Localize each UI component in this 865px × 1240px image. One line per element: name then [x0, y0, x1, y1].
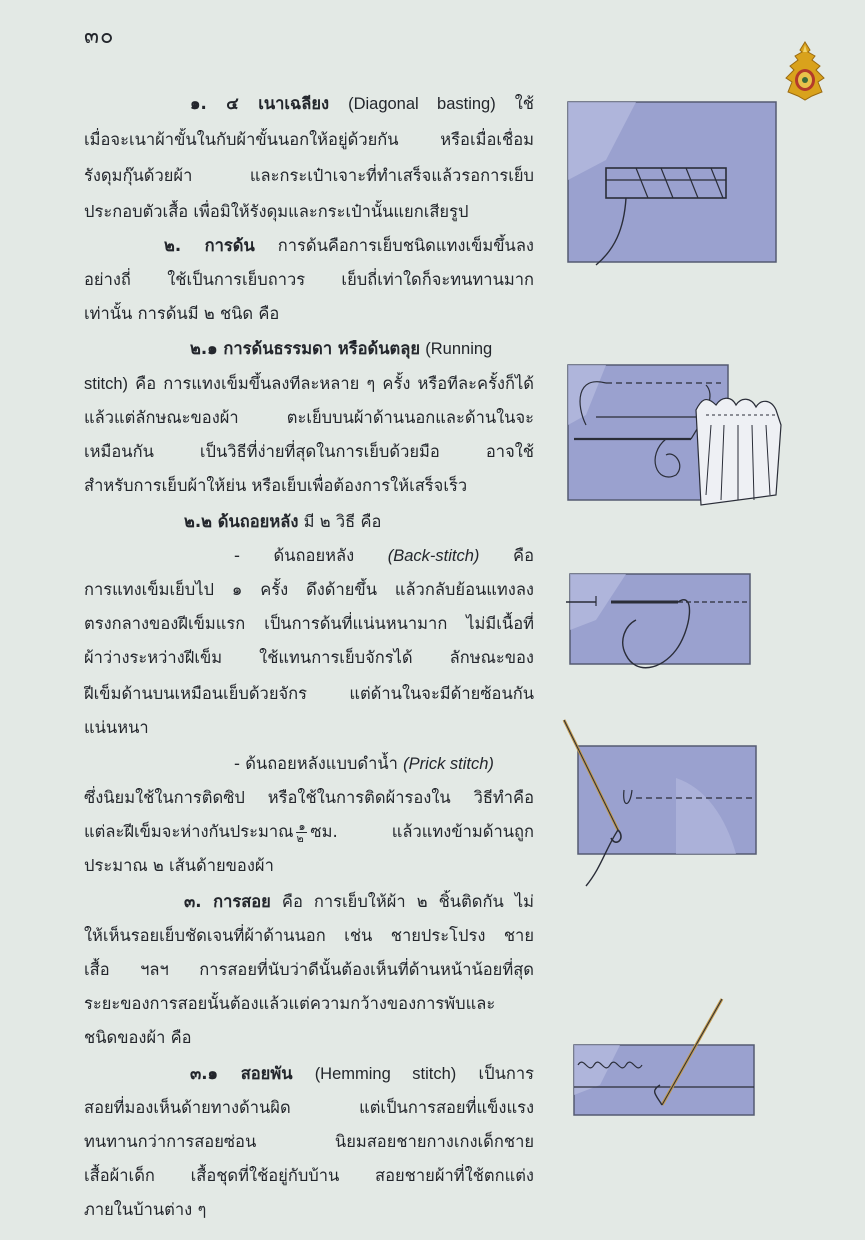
text-fragment: ผ้าว่างระหว่างฝีเข็ม ใช้แทนการเย็บจักรได้ ลักษณะของ: [84, 648, 534, 667]
text-line: [84, 854, 534, 882]
text-fragment: อย่างถี่ ใช้เป็นการเย็บถาวร เย็บถี่เท่าใดก็จะทนทานมาก: [84, 270, 534, 289]
text-line: [84, 646, 534, 674]
text-fragment: ซม. แล้วแทงข้ามด้านถูก: [310, 822, 534, 841]
text-line: [84, 578, 534, 606]
english-term: (Diagonal basting): [348, 95, 496, 113]
text-fragment: สำหรับการเย็บผ้าให้ย่น หรือเย็บเพื่อต้องการให้เสร็จเร็ว: [84, 476, 468, 495]
text-fragment: คือ การแทงเข็มขึ้นลงทีละหลาย ๆ ครั้ง หรือทีละครั้งก็ได้: [128, 374, 534, 393]
text-line: [84, 128, 534, 156]
text-line: [84, 820, 534, 848]
text-line: [84, 302, 534, 330]
text-fragment: เป็นการ: [456, 1064, 534, 1083]
text-fragment: มี ๒ วิธี คือ: [303, 512, 382, 531]
section-heading: ๓.๑ สอยพัน: [190, 1064, 293, 1083]
text-fragment: ให้เห็นรอยเย็บชัดเจนที่ผ้าด้านนอก เช่น ชายประโปรง ชาย: [84, 926, 534, 945]
text-fragment: ซึ่งนิยมใช้ในการติดซิป หรือใช้ในการติดผ้ารองใน วิธีทำคือ: [84, 788, 534, 807]
text-fragment: คือ การเย็บให้ผ้า ๒ ชิ้นติดกัน ไม่: [281, 892, 534, 911]
text-fragment: แต่ละฝีเข็มจะห่างกันประมาณ: [84, 822, 294, 841]
text-line: [190, 92, 534, 120]
text-line: [84, 474, 534, 502]
text-line: [164, 234, 534, 262]
text-fragment: การด้นคือการเย็บชนิดแทงเข็มขึ้นลง: [277, 236, 534, 255]
text-fragment: - ด้นถอยหลังแบบดำน้ำ: [234, 754, 404, 773]
section-heading: ๒.๑ การด้นธรรมดา หรือด้นตลุย: [190, 339, 421, 358]
text-fragment: การแทงเข็มเย็บไป ๑ ครั้ง ดึงด้ายขึ้น แล้วกลับย้อนแทงลง: [84, 580, 534, 599]
text-line: [84, 924, 534, 952]
text-fragment: ทนทานกว่าการสอยซ่อน นิยมสอยชายกางเกงเด็กชาย: [84, 1132, 534, 1151]
text-fragment: เท่านั้น การด้นมี ๒ ชนิด คือ: [84, 304, 280, 323]
text-fragment: ประมาณ ๒ เส้นด้ายของผ้า: [84, 856, 274, 875]
english-term: (Hemming stitch): [314, 1065, 457, 1083]
royal-seal-emblem-icon: [782, 40, 828, 102]
text-line: [84, 682, 534, 710]
text-line: [190, 1062, 534, 1090]
text-fragment: - ด้นถอยหลัง: [234, 546, 388, 565]
section-heading: ๒.๒ ด้นถอยหลัง: [184, 512, 299, 531]
text-fragment: ฝีเข็มด้านบนเหมือนเย็บด้วยจักร แต่ด้านในจะมีด้ายซ้อนกัน: [84, 684, 534, 703]
english-term: stitch): [84, 375, 129, 393]
page-number: ๓๐: [84, 24, 115, 49]
text-line: [84, 958, 534, 986]
text-fragment: ภายในบ้านต่าง ๆ: [84, 1200, 207, 1219]
text-line: [84, 440, 534, 468]
text-fragment: แล้วแต่ลักษณะของผ้า ตะเย็บบนผ้าด้านนอกและด้านในจะ: [84, 408, 534, 427]
text-fragment: เหมือนกัน เป็นวิธีที่ง่ายที่สุดในการเย็บด้วยมือ อาจใช้: [84, 442, 534, 461]
text-line: [84, 786, 534, 814]
text-fragment: ชนิดของผ้า คือ: [84, 1028, 192, 1047]
text-fragment: ประกอบตัวเสื้อ เพื่อมิให้รังดุมและกระเป๋านั้นแยกเสียรูป: [84, 202, 469, 221]
section-heading: ๑. ๔ เนาเฉลียง: [190, 94, 330, 113]
running-stitch-illustration-icon: [566, 355, 788, 515]
text-line: [234, 544, 534, 572]
text-line: [84, 1096, 534, 1124]
prick-stitch-illustration-icon: [556, 718, 766, 890]
text-line: [84, 1026, 534, 1054]
english-term: (Prick stitch): [403, 755, 494, 773]
text-line: [234, 752, 534, 780]
text-fragment: แน่นหนา: [84, 718, 149, 737]
text-line: [84, 992, 534, 1020]
text-line: [84, 406, 534, 434]
text-fragment: รังดุมกุ๊นด้วยผ้า และกระเป๋าเจาะที่ทำเสร็จแล้วรอการเย็บ: [84, 166, 534, 185]
text-fragment: เสื้อ ฯลฯ การสอยที่นับว่าดีนั้นต้องเห็นที่ด้านหน้าน้อยที่สุด: [84, 960, 534, 979]
fraction-denominator: ๒: [296, 832, 304, 845]
diagonal-basting-illustration-icon: [566, 100, 782, 275]
hemming-stitch-illustration-icon: [570, 995, 760, 1125]
text-fragment: ตรงกลางของฝีเข็มแรก เป็นการด้นที่แน่นหนามาก ไม่มีเนื้อที่: [84, 614, 534, 633]
english-term: (Back-stitch): [387, 547, 480, 565]
text-fragment: สอยที่มองเห็นด้ายทางด้านผิด แต่เป็นการสอยที่แข็งแรง: [84, 1098, 534, 1117]
back-stitch-illustration-icon: [566, 570, 756, 680]
text-line: [84, 268, 534, 296]
text-fragment: คือ: [479, 546, 534, 565]
text-fragment: ระยะของการสอยนั้นต้องแล้วแต่ความกว้างของการพับและ: [84, 994, 496, 1013]
section-heading: ๓. การสอย: [184, 892, 271, 911]
text-fragment: เสื้อผ้าเด็ก เสื้อชุดที่ใช้อยู่กับบ้าน สอยชายผ้าที่ใช้ตกแต่ง: [84, 1166, 534, 1185]
text-fragment: ใช้: [495, 94, 534, 113]
text-line: [84, 200, 534, 228]
text-line: [84, 716, 534, 744]
section-heading: ๒. การด้น: [164, 236, 255, 255]
text-line: [84, 164, 534, 192]
text-line: [184, 890, 534, 918]
fraction-numerator: ๑: [298, 820, 306, 833]
text-line: [84, 1198, 534, 1226]
text-fragment: เมื่อจะเนาผ้าขั้นในกับผ้าขั้นนอกให้อยู่ด้วยกัน หรือเมื่อเชื่อม: [84, 130, 534, 149]
text-line: [84, 612, 534, 640]
english-term: (Running: [425, 340, 493, 358]
fraction: [296, 821, 307, 844]
text-line: [184, 510, 534, 538]
text-line: [190, 337, 534, 365]
text-line: [84, 1164, 534, 1192]
text-line: [84, 372, 534, 400]
text-line: [84, 1130, 534, 1158]
